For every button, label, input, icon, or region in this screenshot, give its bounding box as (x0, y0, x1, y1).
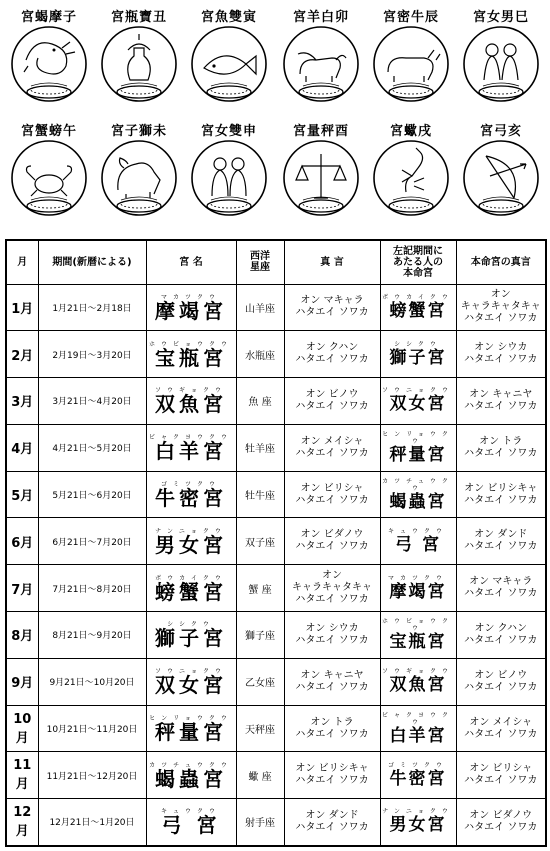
zodiac-emblem (276, 120, 366, 232)
month-cell: 11月 (6, 752, 38, 799)
emblem-caption: 宮魚雙寅 (200, 10, 257, 25)
emblem-caption: 宮弓亥 (479, 124, 522, 139)
western-sign-cell: 双子座 (236, 518, 284, 565)
western-sign-cell: 牡牛座 (236, 471, 284, 518)
table-row (6, 705, 546, 752)
month-cell: 10月 (6, 705, 38, 752)
mantra-line: オン ビリシキャ (295, 763, 369, 775)
zodiac-emblem (276, 6, 366, 118)
table-row (6, 471, 546, 518)
mantra-line: ハタエイ ソワカ (295, 594, 369, 606)
personal-palace-ruby: ホウビョウクウ (381, 617, 454, 632)
palace-ruby: ボウカイクウ (155, 574, 227, 582)
mantra-line: ハタエイ ソワカ (295, 681, 369, 693)
header-month: 月 (6, 240, 38, 284)
header-western (236, 240, 284, 284)
personal-palace-name: 弓 宮 (395, 534, 441, 555)
personal-palace-name: 螃蟹宮 (389, 300, 447, 321)
personal-palace-cell (380, 518, 456, 565)
personal-mantra-line: ハタエイ ソワカ (464, 447, 538, 459)
western-sign-cell: 魚 座 (236, 378, 284, 425)
mantra-cell (284, 612, 380, 659)
personal-mantra-line: オン キャニヤ (469, 388, 533, 400)
palace-name: 秤量宮 (155, 720, 227, 745)
mantra-line: ハタエイ ソワカ (295, 400, 369, 412)
palace-cell (146, 518, 236, 565)
palace-cell (146, 612, 236, 659)
bow-icon (456, 134, 546, 230)
mantra-line: オン ビダノウ (300, 529, 364, 541)
header-personal-mantra: 本命宮の真言 (456, 240, 546, 284)
mantra-line: ハタエイ ソワカ (295, 354, 369, 366)
period-cell: 10月21日～11月20日 (38, 705, 146, 752)
personal-mantra-cell (456, 378, 546, 425)
period-cell: 4月21日～5月20日 (38, 424, 146, 471)
lion-icon (94, 134, 184, 230)
palace-cell (146, 752, 236, 799)
mantra-line: オン シウカ (305, 622, 359, 634)
period-cell: 11月21日～12月20日 (38, 752, 146, 799)
mantra-cell (284, 284, 380, 331)
table-row (6, 612, 546, 659)
personal-mantra-cell (456, 284, 546, 331)
period-cell: 12月21日～1月20日 (38, 799, 146, 846)
month-cell: 6月 (6, 518, 38, 565)
emblem-caption: 宮量秤酉 (292, 124, 349, 139)
palace-name: 白羊宮 (155, 439, 227, 464)
ram-icon (276, 20, 366, 116)
twin-maidens-icon (184, 134, 274, 230)
palace-name: 男女宮 (155, 532, 227, 557)
zodiac-emblem (4, 6, 94, 118)
mantra-line: ハタエイ ソワカ (295, 447, 369, 459)
mantra-line: オン ダンド (305, 809, 359, 821)
table-row (6, 799, 546, 846)
personal-palace-cell (380, 471, 456, 518)
mantra-line: キャラキャタキャ (292, 582, 372, 594)
personal-palace-ruby: キュウクウ (387, 527, 448, 535)
mantra-cell (284, 565, 380, 612)
period-cell: 1月21日～2月18日 (38, 284, 146, 331)
personal-palace-name: 摩竭宮 (389, 581, 447, 602)
mantra-line: ハタエイ ソワカ (295, 541, 369, 553)
palace-name: 弓 宮 (161, 813, 221, 838)
emblem-caption: 宮子獅未 (110, 124, 167, 139)
emblem-caption: 宮羊白卯 (292, 10, 349, 25)
western-sign-cell: 天秤座 (236, 705, 284, 752)
month-cell: 2月 (6, 331, 38, 378)
personal-mantra-cell (456, 658, 546, 705)
mantra-line: オン キャニヤ (300, 669, 364, 681)
personal-mantra-line: ハタエイ ソワカ (464, 400, 538, 412)
personal-palace-ruby: ヒンリョウクウ (382, 430, 454, 445)
zodiac-emblem (456, 120, 546, 232)
personal-palace-name: 双女宮 (389, 394, 447, 415)
table-row (6, 331, 546, 378)
header-personal-line: 左記期間に (393, 245, 443, 257)
personal-mantra-line: オン ダンド (474, 529, 528, 541)
personal-palace-ruby: マカツクウ (388, 574, 448, 582)
emblem-caption: 宮瓶寶丑 (110, 10, 167, 25)
personal-palace-cell (380, 752, 456, 799)
personal-palace-name: 秤量宮 (389, 444, 447, 465)
personal-palace-cell (380, 705, 456, 752)
emblem-caption: 宮密牛辰 (382, 10, 439, 25)
personal-palace-name: 双魚宮 (389, 675, 447, 696)
personal-mantra-line: オン ビリシキャ (464, 482, 538, 494)
zodiac-emblem (366, 6, 456, 118)
mantra-cell (284, 424, 380, 471)
month-cell: 1月 (6, 284, 38, 331)
western-sign-cell: 水瓶座 (236, 331, 284, 378)
mantra-line: ハタエイ ソワカ (295, 821, 369, 833)
month-cell: 8月 (6, 612, 38, 659)
table-row (6, 284, 546, 331)
table-header-row (6, 240, 546, 284)
palace-name: 螃蟹宮 (155, 579, 227, 604)
western-sign-cell: 獅子座 (236, 612, 284, 659)
mantra-cell (284, 705, 380, 752)
period-cell: 7月21日～8月20日 (38, 565, 146, 612)
palace-ruby: ナンニョクウ (155, 527, 227, 535)
western-sign-cell: 蠍 座 (236, 752, 284, 799)
personal-mantra-cell (456, 799, 546, 846)
mantra-line: オン ビノウ (305, 388, 359, 400)
personal-mantra-line: ハタエイ ソワカ (464, 541, 538, 553)
personal-mantra-cell (456, 471, 546, 518)
zodiac-table (5, 239, 547, 847)
scorpion-icon (366, 134, 456, 230)
period-cell: 8月21日～9月20日 (38, 612, 146, 659)
palace-name: 宝瓶宮 (155, 345, 227, 370)
mantra-cell (284, 331, 380, 378)
personal-mantra-line: ハタエイ ソワカ (464, 588, 538, 600)
water-vase-icon (94, 20, 184, 116)
palace-ruby: キュウクウ (160, 808, 221, 816)
personal-mantra-line: ハタエイ ソワカ (464, 354, 538, 366)
palace-ruby: カツチュウクウ (149, 761, 233, 769)
palace-name: 蝎蟲宮 (155, 766, 227, 791)
palace-cell (146, 378, 236, 425)
personal-palace-name: 牛密宮 (389, 768, 447, 789)
emblem-caption: 宮女雙申 (200, 124, 257, 139)
zodiac-emblem (366, 120, 456, 232)
bull-icon (366, 20, 456, 116)
month-cell: 4月 (6, 424, 38, 471)
personal-mantra-cell (456, 518, 546, 565)
balance-scale-icon (276, 134, 366, 230)
personal-mantra-line: オン ビダノウ (469, 809, 533, 821)
mantra-line: オン (322, 570, 342, 582)
personal-palace-cell (380, 799, 456, 846)
western-sign-cell: 牡羊座 (236, 424, 284, 471)
personal-palace-ruby: シシクウ (394, 340, 442, 348)
mantra-line: ハタエイ ソワカ (295, 728, 369, 740)
personal-mantra-line: オン トラ (479, 435, 523, 447)
palace-ruby: ソウギョクウ (154, 387, 227, 395)
fish-icon (184, 20, 274, 116)
period-cell: 2月19日～3月20日 (38, 331, 146, 378)
personal-palace-name: 男女宮 (389, 815, 447, 836)
table-row (6, 424, 546, 471)
zodiac-emblem (184, 6, 274, 118)
table-row (6, 752, 546, 799)
palace-ruby: マカツクウ (161, 293, 221, 301)
palace-ruby: ヒンリョウクウ (149, 715, 233, 723)
mantra-line: ハタエイ ソワカ (295, 307, 369, 319)
personal-mantra-line: ハタエイ ソワカ (464, 634, 538, 646)
personal-mantra-line: オン ビリシャ (469, 763, 533, 775)
personal-palace-cell (380, 284, 456, 331)
mantra-line: オン トラ (310, 716, 354, 728)
personal-mantra-cell (456, 424, 546, 471)
personal-mantra-line: ハタエイ ソワカ (464, 775, 538, 787)
personal-mantra-line: オン クハン (474, 622, 528, 634)
personal-palace-ruby: ソウギョクウ (381, 668, 454, 676)
personal-mantra-line: オン シウカ (474, 342, 528, 354)
header-personal-line: 本命宮 (403, 267, 433, 279)
mantra-line: ハタエイ ソワカ (295, 494, 369, 506)
personal-palace-cell (380, 378, 456, 425)
personal-mantra-cell (456, 752, 546, 799)
month-cell: 7月 (6, 565, 38, 612)
month-cell: 9月 (6, 658, 38, 705)
mantra-cell (284, 799, 380, 846)
personal-palace-cell (380, 565, 456, 612)
personal-mantra-line: オン メイシャ (469, 716, 533, 728)
header-western-line: 星座 (250, 262, 270, 274)
palace-cell (146, 471, 236, 518)
palace-cell (146, 658, 236, 705)
personal-palace-cell (380, 331, 456, 378)
palace-name: 双女宮 (155, 673, 227, 698)
mantra-line: オン メイシャ (300, 435, 364, 447)
personal-mantra-line: ハタエイ ソワカ (464, 821, 538, 833)
personal-mantra-cell (456, 612, 546, 659)
palace-name: 双魚宮 (155, 392, 227, 417)
table-row (6, 658, 546, 705)
western-sign-cell: 射手座 (236, 799, 284, 846)
month-cell: 12月 (6, 799, 38, 846)
mantra-cell (284, 471, 380, 518)
palace-cell (146, 424, 236, 471)
personal-mantra-line: オン ビノウ (474, 669, 528, 681)
personal-mantra-cell (456, 705, 546, 752)
personal-mantra-line: ハタエイ ソワカ (464, 313, 538, 325)
palace-ruby: ソウニョクウ (154, 668, 227, 676)
emblem-caption: 宮蠍戌 (389, 124, 432, 139)
emblem-caption: 宮蝎摩子 (20, 10, 77, 25)
personal-palace-ruby: ビャクヨウクウ (381, 711, 454, 726)
personal-palace-name: 白羊宮 (389, 725, 447, 746)
personal-palace-name: 蝎蟲宮 (389, 491, 447, 512)
personal-palace-ruby: ボウカイクウ (382, 293, 454, 301)
header-personal (380, 240, 456, 284)
period-cell: 6月21日～7月20日 (38, 518, 146, 565)
palace-cell (146, 284, 236, 331)
table-row (6, 565, 546, 612)
palace-cell (146, 565, 236, 612)
palace-cell (146, 705, 236, 752)
personal-palace-ruby: ゴミツクウ (388, 761, 448, 769)
personal-palace-ruby: ソウニョクウ (381, 387, 454, 395)
personal-mantra-cell (456, 331, 546, 378)
mantra-cell (284, 378, 380, 425)
makara-icon (4, 20, 94, 116)
personal-mantra-line: オン マキャラ (469, 576, 533, 588)
personal-mantra-line: ハタエイ ソワカ (464, 494, 538, 506)
header-period: 期間(新暦による) (38, 240, 146, 284)
emblem-caption: 宮女男巳 (472, 10, 529, 25)
zodiac-emblem (94, 6, 184, 118)
palace-ruby: ゴミツクウ (161, 481, 221, 489)
header-mantra: 真 言 (284, 240, 380, 284)
palace-name: 牛密宮 (155, 486, 227, 511)
personal-palace-name: 宝瓶宮 (389, 631, 447, 652)
zodiac-emblem (184, 120, 274, 232)
palace-name: 獅子宮 (155, 626, 227, 651)
mantra-line: オン マキャラ (300, 295, 364, 307)
palace-ruby: ホウビョウクウ (148, 340, 233, 348)
header-palace: 宮 名 (146, 240, 236, 284)
month-cell: 3月 (6, 378, 38, 425)
mantra-line: ハタエイ ソワカ (295, 775, 369, 787)
western-sign-cell: 乙女座 (236, 658, 284, 705)
period-cell: 5月21日～6月20日 (38, 471, 146, 518)
mantra-line: ハタエイ ソワカ (295, 634, 369, 646)
personal-mantra-line: ハタエイ ソワカ (464, 728, 538, 740)
palace-cell (146, 331, 236, 378)
table-row (6, 518, 546, 565)
personal-palace-ruby: カツチュウクウ (382, 477, 454, 492)
mantra-line: オン クハン (305, 342, 359, 354)
palace-cell (146, 799, 236, 846)
period-cell: 9月21日～10月20日 (38, 658, 146, 705)
couple-icon (456, 20, 546, 116)
personal-palace-name: 獅子宮 (389, 347, 447, 368)
mantra-cell (284, 752, 380, 799)
western-sign-cell: 蟹 座 (236, 565, 284, 612)
personal-mantra-line: オン (490, 289, 511, 301)
personal-palace-ruby: ナンニョクウ (382, 808, 454, 816)
palace-ruby: シシクウ (167, 621, 215, 629)
personal-mantra-cell (456, 565, 546, 612)
palace-ruby: ビャクヨウクウ (148, 434, 233, 442)
personal-palace-cell (380, 612, 456, 659)
personal-mantra-line: ハタエイ ソワカ (464, 681, 538, 693)
month-cell: 5月 (6, 471, 38, 518)
period-cell: 3月21日～4月20日 (38, 378, 146, 425)
zodiac-emblem (456, 6, 546, 118)
table-row (6, 378, 546, 425)
personal-palace-cell (380, 658, 456, 705)
personal-palace-cell (380, 424, 456, 471)
mantra-cell (284, 518, 380, 565)
zodiac-emblem-grid (0, 0, 550, 232)
zodiac-emblem (94, 120, 184, 232)
header-personal-line: あたる人の (393, 256, 443, 268)
mantra-cell (284, 658, 380, 705)
personal-mantra-line: キャラキャタキャ (460, 301, 541, 313)
header-western-line: 西洋 (250, 251, 270, 263)
palace-name: 摩竭宮 (155, 298, 227, 323)
emblem-caption: 宮蟹螃午 (20, 124, 77, 139)
mantra-line: オン ビリシャ (300, 482, 364, 494)
western-sign-cell: 山羊座 (236, 284, 284, 331)
zodiac-emblem (4, 120, 94, 232)
crab-icon (4, 134, 94, 230)
